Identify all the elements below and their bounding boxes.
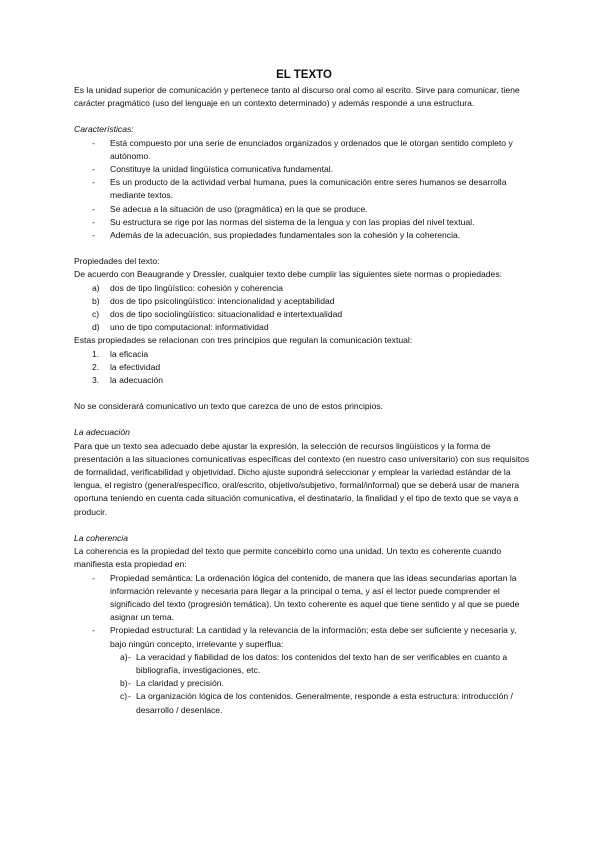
caracteristicas-heading: Características: bbox=[74, 124, 134, 135]
list-item: - Constituye la unidad lingüística comunicativa fundamental. bbox=[74, 163, 534, 176]
list-item: - c) La organización lógica de los contenidos. Generalmente, responde a esta estructura: introducción / desarrollo / desenlace. bbox=[110, 690, 534, 716]
propiedades-intro: De acuerdo con Beaugrande y Dressler, cualquier texto debe cumplir las siguientes siete normas o propiedades: bbox=[74, 269, 503, 280]
list-item: - Está compuesto por una serie de enunciados organizados y ordenados que le otorgan sentido completo y autónomo. bbox=[74, 137, 534, 163]
list-item: c) dos de tipo sociolingüístico: situacionalidad e intertextualidad bbox=[92, 309, 343, 320]
list-item: 1. la eficacia bbox=[92, 348, 149, 359]
adecuacion-paragraph: Para que un texto sea adecuado debe ajustar la expresión, la selección de recursos lingüísticos y la forma de presentación a las situaciones comunicativas específicas del contexto (en nuestro caso universitario) con sus requisitos de formalidad, verificabilidad y objetividad. Dicho ajuste supondrá seleccionar y emplear la variedad estándar de la lengua, el registro (general/específico, oral/escrito, objetivo/subjetivo, formal/informal) que se deberá usar de manera oportuna teniendo en cuenta cada situación comunicativa, el destinatario, la finalidad y el tipo de texto que se vaya a producir. bbox=[74, 440, 530, 517]
list-item: - Se adecua a la situación de uso (pragmática) en la que se produce. bbox=[74, 203, 534, 216]
caracteristicas-list bbox=[74, 137, 534, 243]
list-item: - Propiedad estructural: La cantidad y la relevancia de la información; esta debe ser suficiente y necesaria y, bajo ningún concepto, irrelevante y superflua: - a) La veracidad y fiabilidad de los datos: los contenidos del texto han de ser verificables en cuanto a bibliografía, investigaciones, etc. - b) La claridad y precisión. - c) La organización lógica de los contenidos. Generalmente, responde a esta estructura: introducción / desarrollo / desenlace. bbox=[74, 624, 534, 716]
list-item: - Propiedad semántica: La ordenación lógica del contenido, de manera que las ideas secundarias aportan la información relevante y necesaria para llegar a la principal o tema, y así el lector puede comprender el significado del texto (progresión temática). Un texto coherente es aquel que tiene sentido y al que se puede asignar un tema. bbox=[74, 572, 534, 625]
list-item: 2. la efectividad bbox=[92, 361, 161, 372]
coherencia-heading: La coherencia bbox=[74, 532, 128, 543]
propiedades-conclusion: No se considerará comunicativo un texto que carezca de uno de estos principios. bbox=[74, 401, 384, 412]
list-item: b) dos de tipo psicolingüístico: intencionalidad y aceptabilidad bbox=[92, 295, 335, 306]
principios-intro: Estas propiedades se relacionan con tres principios que regulan la comunicación textual: bbox=[74, 335, 413, 346]
list-item: d) uno de tipo computacional: informatividad bbox=[92, 322, 269, 333]
list-item: - Además de la adecuación, sus propiedades fundamentales son la cohesión y la coherencia. bbox=[74, 229, 534, 242]
list-item: a) dos de tipo lingüístico: cohesión y coherencia bbox=[92, 282, 283, 293]
coherencia-sublist bbox=[110, 651, 534, 717]
list-item: - a) La veracidad y fiabilidad de los datos: los contenidos del texto han de ser verificables en cuanto a bibliografía, investigaciones, etc. bbox=[110, 651, 534, 677]
list-item: 3. la adecuación bbox=[92, 375, 164, 386]
adecuacion-heading: La adecuación bbox=[74, 427, 130, 438]
coherencia-intro: La coherencia es la propiedad del texto que permite concebirlo como una unidad. Un texto es coherente cuando manifiesta esta propiedad en: bbox=[74, 546, 502, 570]
document-title: EL TEXTO bbox=[276, 69, 332, 81]
propiedades-heading: Propiedades del texto: bbox=[74, 256, 160, 267]
propiedades-list bbox=[74, 282, 534, 335]
list-item: - Es un producto de la actividad verbal humana, pues la comunicación entre seres humanos se desarrolla mediante textos. bbox=[74, 176, 534, 202]
intro-paragraph: Es la unidad superior de comunicación y pertenece tanto al discurso oral como al escrito. Sirve para comunicar, tiene carácter pragmático (uso del lenguaje en un contexto determinado) y además responde a una estructura. bbox=[74, 85, 520, 109]
coherencia-list bbox=[74, 572, 534, 717]
list-item: - b) La claridad y precisión. bbox=[110, 677, 534, 690]
list-item: - Su estructura se rige por las normas del sistema de la lengua y con las propias del nivel textual. bbox=[74, 216, 534, 229]
document-page bbox=[74, 68, 534, 717]
principios-list bbox=[74, 348, 534, 388]
